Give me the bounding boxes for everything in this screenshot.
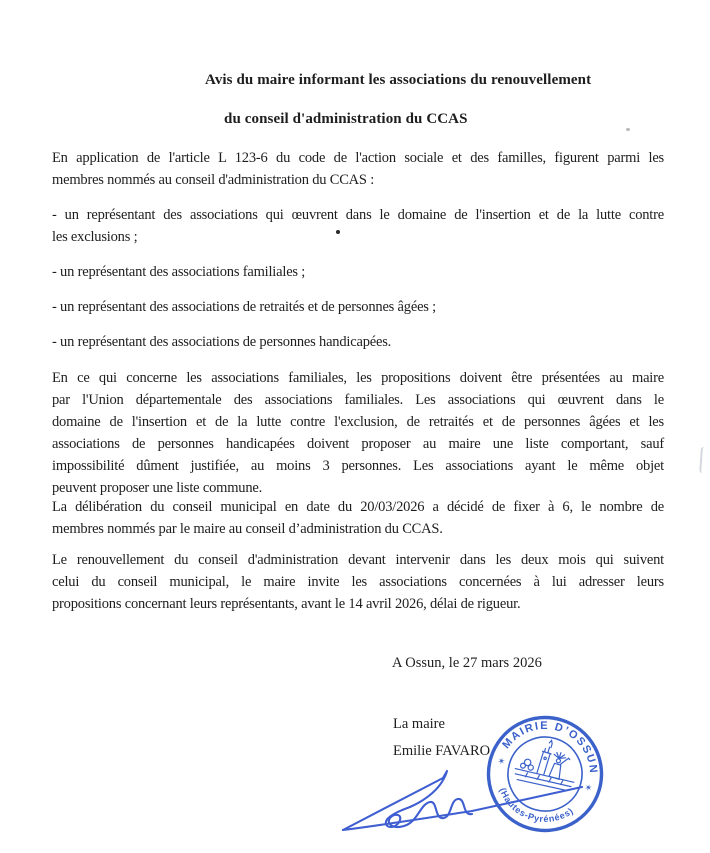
text-line: impossibilité dûment justifiée, au moins 3 personnes. Les associations ayant le même objet	[52, 458, 664, 474]
stray-ink-dot	[336, 230, 340, 234]
text-line: En ce qui concerne les associations familiales, les propositions doivent être présentées au maire	[52, 370, 664, 386]
text-line: Le renouvellement du conseil d'administration devant intervenir dans les deux mois qui suivent	[52, 552, 664, 568]
text-line: associations de personnes handicapées doivent proposer au maire une liste comportant, sauf	[52, 436, 664, 452]
list-item-insertion	[52, 204, 664, 248]
document-title-line2: du conseil d'administration du CCAS	[224, 111, 468, 127]
document-title-line1: Avis du maire informant les associations du renouvellement	[205, 72, 592, 88]
stamp-bottom-text: (Hautes-Pyrénées)	[497, 786, 576, 825]
handwritten-signature	[320, 744, 605, 853]
text-line: celui du conseil municipal, le maire invite les associations concernées à lui adresser leurs	[52, 574, 664, 590]
stamp-star-right-icon: ✶	[583, 782, 594, 795]
text-line: - un représentant des associations de personnes handicapées.	[52, 334, 392, 350]
dateline: A Ossun, le 27 mars 2026	[392, 655, 542, 671]
stamp-top-text: MAIRIE D’OSSUN	[500, 719, 600, 775]
paragraph-familiales	[52, 367, 664, 499]
text-line: membres nommés au conseil d'administration du CCAS :	[52, 172, 375, 188]
text-line: membres nommés par le maire au conseil d’administration du CCAS.	[52, 521, 443, 537]
text-line: - un représentant des associations qui œuvrent dans le domaine de l'insertion et de la lutte contre	[52, 207, 664, 223]
scan-speck	[626, 128, 630, 131]
list-item-handicapees	[52, 331, 664, 353]
paragraph-deliberation	[52, 496, 664, 540]
text-line: - un représentant des associations familiales ;	[52, 264, 306, 280]
text-line: les exclusions ;	[52, 229, 138, 245]
list-item-retraites	[52, 296, 664, 318]
signer-role: La maire	[393, 716, 445, 732]
text-line: - un représentant des associations de retraités et de personnes âgées ;	[52, 299, 436, 315]
text-line: La délibération du conseil municipal en date du 20/03/2026 a décidé de fixer à 6, le nombre de	[52, 499, 664, 515]
signature-strokes	[320, 744, 605, 853]
text-line: En application de l'article L 123-6 du code de l'action sociale et des familles, figurent parmi les	[52, 150, 664, 166]
text-line: par l'Union départementale des associations familiales. Les associations qui œuvrent dans le	[52, 392, 664, 408]
text-line: propositions concernant leurs représentants, avant le 14 avril 2026, délai de rigueur.	[52, 596, 521, 612]
list-item-familiales	[52, 261, 664, 283]
scan-squiggle-artifact	[699, 447, 707, 473]
paragraph-intro	[52, 147, 664, 191]
text-line: domaine de l'insertion et de la lutte contre l'exclusion, de retraités et de personnes âgées et les	[52, 414, 664, 430]
text-line: peuvent proposer une liste commune.	[52, 480, 263, 496]
stamp-star-left-icon: ✶	[495, 756, 507, 769]
signer-name: Emilie FAVARO	[393, 743, 491, 759]
paragraph-renouvellement	[52, 549, 664, 615]
